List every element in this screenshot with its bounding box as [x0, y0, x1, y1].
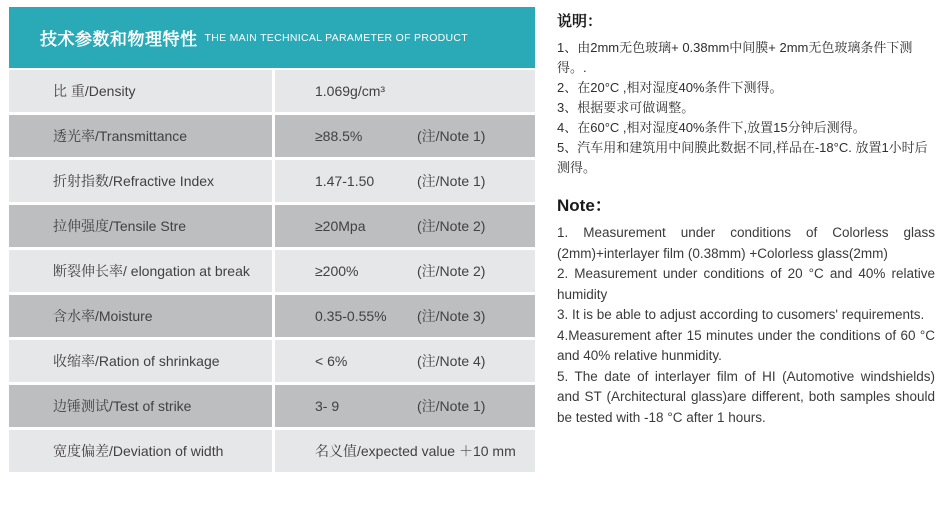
- table-row-test-of-strike: [9, 385, 535, 427]
- value-text: < 6%: [315, 353, 348, 369]
- notes-title-en: Note：: [557, 196, 612, 215]
- notes-list-zh: [557, 38, 935, 178]
- parameter-name: 拉伸强度/Tensile Stre: [9, 205, 272, 247]
- parameter-name: 比 重/Density: [9, 70, 272, 112]
- parameter-value-cell: [275, 160, 535, 202]
- note-reference: (注/Note 3): [417, 308, 486, 324]
- parameter-value-cell: [275, 250, 535, 292]
- table-row-shrinkage: [9, 340, 535, 382]
- value-text: 3- 9: [315, 398, 340, 414]
- note-reference: (注/Note 1): [417, 173, 486, 189]
- note-reference: (注/Note 1): [417, 128, 486, 144]
- parameter-value-cell: [275, 430, 535, 472]
- note-en-item: 2. Measurement under conditions of 20 °C and 40% relative humidity: [557, 266, 935, 302]
- value-text: ≥88.5%: [315, 128, 363, 144]
- value-text: 1.47-1.50: [315, 173, 375, 189]
- note-zh-item: 5、汽车用和建筑用中间膜此数据不同,样品在-18°C. 放置1小时后测得。: [557, 140, 928, 175]
- parameter-value-cell: [275, 115, 535, 157]
- table-row-refractive-index: [9, 160, 535, 202]
- parameter-value-cell: [275, 70, 535, 112]
- parameter-name: 收缩率/Ration of shrinkage: [9, 340, 272, 382]
- parameter-name: 宽度偏差/Deviation of width: [9, 430, 272, 472]
- note-reference: (注/Note 2): [417, 218, 486, 234]
- note-reference: (注/Note 1): [417, 398, 486, 414]
- note-en-item: 5. The date of interlayer film of HI (Automotive windshields) and ST (Architectural glass)are different, both samples should be tested with -18 °C after 1 hours.: [557, 368, 935, 425]
- table-row-moisture: [9, 295, 535, 337]
- technical-parameter-table: [9, 7, 535, 515]
- table-row-tensile-strength: [9, 205, 535, 247]
- note-en-item: 3. It is be able to adjust according to cusomers' requirements.: [557, 307, 925, 322]
- note-reference: (注/Note 2): [417, 263, 486, 279]
- table-row-density: [9, 70, 535, 112]
- note-reference: (注/Note 4): [417, 353, 486, 369]
- table-title-en: THE MAIN TECHNICAL PARAMETER OF PRODUCT: [204, 31, 469, 44]
- value-text: 名义值/expected value ＋10 mm: [315, 443, 516, 459]
- note-zh-item: 1、由2mm无色玻璃+ 0.38mm中间膜+ 2mm无色玻璃条件下测得。.: [557, 40, 913, 75]
- table-rows: [9, 70, 535, 472]
- note-en-item: 1. Measurement under conditions of Colorless glass (2mm)+interlayer film (0.38mm) +Colorless glass(2mm): [557, 225, 935, 261]
- value-text: ≥200%: [315, 263, 359, 279]
- note-en-item: 4.Measurement after 15 minutes under the conditions of 60 °C and 40% relative hunmidity.: [557, 327, 935, 363]
- parameter-value-cell: [275, 295, 535, 337]
- parameter-name: 透光率/Transmittance: [9, 115, 272, 157]
- value-text: 0.35-0.55%: [315, 308, 387, 324]
- notes-title-zh: 说明：: [557, 13, 603, 30]
- parameter-name: 边锤测试/Test of strike: [9, 385, 272, 427]
- parameter-name: 断裂伸长率/ elongation at break: [9, 250, 272, 292]
- note-zh-item: 2、在20°C ,相对湿度40%条件下测得。: [557, 80, 783, 95]
- value-text: ≥20Mpa: [315, 218, 366, 234]
- parameter-value-cell: [275, 385, 535, 427]
- table-row-width-deviation: [9, 430, 535, 472]
- notes-panel: [557, 10, 935, 515]
- table-row-elongation: [9, 250, 535, 292]
- table-title-zh: 技术参数和物理特性: [40, 30, 198, 49]
- parameter-name: 含水率/Moisture: [9, 295, 272, 337]
- table-row-transmittance: [9, 115, 535, 157]
- notes-list-en: [557, 223, 935, 428]
- note-zh-item: 4、在60°C ,相对湿度40%条件下,放置15分钟后测得。: [557, 120, 866, 135]
- table-header-banner: [9, 7, 535, 68]
- parameter-value-cell: [275, 205, 535, 247]
- parameter-name: 折射指数/Refractive Index: [9, 160, 272, 202]
- value-text: 1.069g/cm³: [315, 83, 386, 99]
- parameter-value-cell: [275, 340, 535, 382]
- note-zh-item: 3、根据要求可做调整。: [557, 100, 695, 115]
